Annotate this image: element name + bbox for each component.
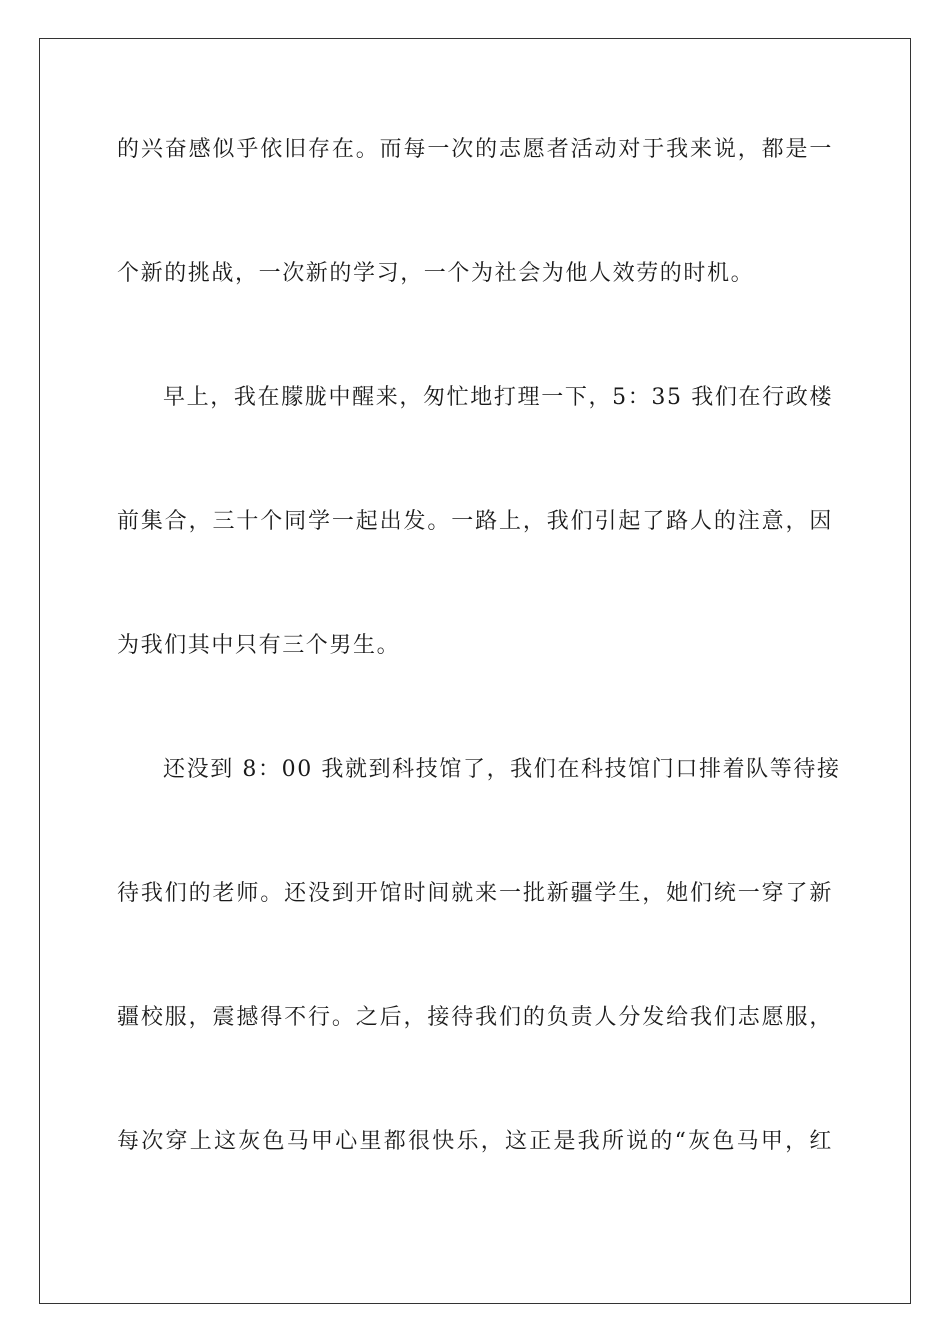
text-line-8: 疆校服，震撼得不行。之后，接待我们的负责人分发给我们志愿服， — [117, 1005, 833, 1030]
text-line-5: 为我们其中只有三个男生。 — [117, 633, 401, 658]
text-line-2: 个新的挑战，一次新的学习，一个为社会为他人效劳的时机。 — [117, 261, 755, 286]
page-border — [39, 38, 911, 1304]
text-line-7: 待我们的老师。还没到开馆时间就来一批新疆学生，她们统一穿了新 — [117, 881, 833, 906]
text-line-6: 还没到 8：00 我就到科技馆了，我们在科技馆门口排着队等待接 — [163, 757, 841, 782]
text-line-4: 前集合，三十个同学一起出发。一路上，我们引起了路人的注意，因 — [117, 509, 833, 534]
text-line-9: 每次穿上这灰色马甲心里都很快乐，这正是我所说的“灰色马甲，红 — [117, 1129, 833, 1154]
text-line-1: 的兴奋感似乎依旧存在。而每一次的志愿者活动对于我来说，都是一 — [117, 137, 833, 162]
text-line-3: 早上，我在朦胧中醒来，匆忙地打理一下，5：35 我们在行政楼 — [163, 385, 833, 410]
